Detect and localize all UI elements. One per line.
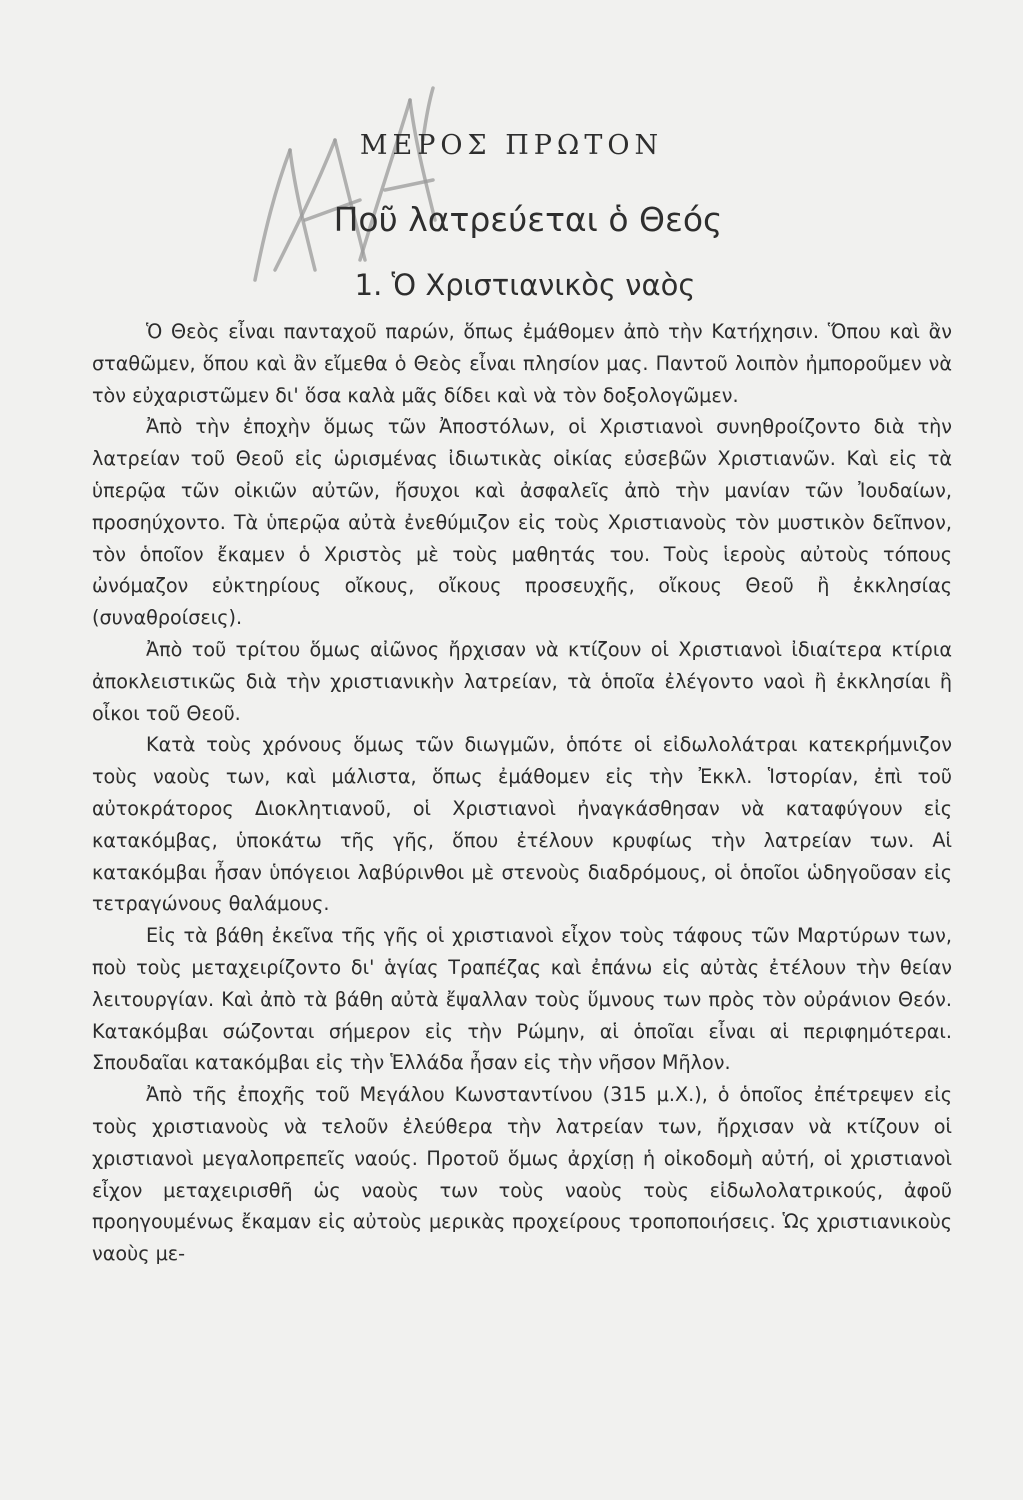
section-title: Ποῦ λατρεύεται ὁ Θεός [333, 200, 723, 239]
paragraph: Ἀπὸ τῆς ἐποχῆς τοῦ Μεγάλου Κωνσταντίνου (315 μ.Χ.), ὁ ὁποῖος ἐπέτρεψεν εἰς τοὺς χριστιανοὺς νὰ τελοῦν ἐλεύθερα τὴν λατρείαν των, ἤρχισαν νὰ κτίζουν οἱ χριστιανοὶ μεγαλοπρεπεῖς ναούς. Προτοῦ ὅμως ἀρχίσῃ ἡ οἰκοδομὴ αὐτή, οἱ χριστιανοὶ εἶχον μεταχειρισθῆ ὡς ναοὺς των τοὺς ναοὺς τοὺς εἰδωλολατρικούς, ἀφοῦ προηγουμένως ἔκαμαν εἰς αὐτοὺς μερικὰς προχείρους τροποποιήσεις. Ὡς χριστιανικοὺς ναοὺς με- [92, 1083, 952, 1266]
paragraph: Ἀπὸ τοῦ τρίτου ὅμως αἰῶνος ἤρχισαν νὰ κτίζουν οἱ Χριστιανοὶ ἰδιαίτερα κτίρια ἀποκλειστικῶς διὰ τὴν χριστιανικὴν λατρείαν, τὰ ὁποῖα ἐλέγοντο ναοὶ ἢ ἐκκλησίαι ἢ οἶκοι τοῦ Θεοῦ. [92, 637, 952, 725]
paragraph: Ἀπὸ τὴν ἐποχὴν ὅμως τῶν Ἀποστόλων, οἱ Χριστιανοὶ συνηθροίζοντο διὰ τὴν λατρείαν τοῦ Θεοῦ εἰς ὡρισμένας ἰδιωτικὰς οἰκίας εὐσεβῶν Χριστιανῶν. Καὶ εἰς τὰ ὑπερῷα τῶν οἰκιῶν αὐτῶν, ἥσυχοι καὶ ἀσφαλεῖς ἀπὸ τὴν μανίαν τῶν Ἰουδαίων, προσηύχοντο. Τὰ ὑπερῷα αὐτὰ ἐνεθύμιζον εἰς τοὺς Χριστιανοὺς τὸν μυστικὸν δεῖπνον, τὸν ὁποῖον ἔκαμεν ὁ Χριστὸς μὲ τοὺς μαθητάς του. Τοὺς ἱεροὺς αὐτοὺς τόπους ὠνόμαζον εὐκτηρίους οἴκους, οἴκους προσευχῆς, οἴκους Θεοῦ ἢ ἐκκλησίας (συναθροίσεις). [92, 415, 952, 630]
chapter-title: 1. Ὁ Χριστιανικὸς ναὸς [354, 268, 696, 302]
paragraph: Εἰς τὰ βάθη ἐκεῖνα τῆς γῆς οἱ χριστιανοὶ εἶχον τοὺς τάφους τῶν Μαρτύρων των, ποὺ τοὺς μεταχειρίζοντο δι' ἁγίας Τραπέζας καὶ ἐπάνω εἰς αὐτὰς ἐτέλουν τὴν θείαν λειτουργίαν. Καὶ ἀπὸ τὰ βάθη αὐτὰ ἔψαλλαν τοὺς ὕμνους των πρὸς τὸν οὐράνιον Θεόν. Κατακόμβαι σώζονται σήμερον εἰς τὴν Ρώμην, αἱ ὁποῖαι εἶναι αἱ περιφημότεραι. Σπουδαῖαι κατακόμβαι εἰς τὴν Ἑλλάδα ἦσαν εἰς τὴν νῆσον Μῆλον. [92, 924, 952, 1075]
body-text [92, 316, 952, 1270]
part-title: ΜΕΡΟΣ ΠΡΩΤΟΝ [359, 130, 664, 161]
handwritten-scribble-mark [235, 80, 475, 300]
paragraph: Κατὰ τοὺς χρόνους ὅμως τῶν διωγμῶν, ὁπότε οἱ εἰδωλολάτραι κατεκρήμνιζον τοὺς ναοὺς των, καὶ μάλιστα, ὅπως ἐμάθομεν εἰς τὴν Ἐκκλ. Ἱστορίαν, ἐπὶ τοῦ αὐτοκράτορος Διοκλητιανοῦ, οἱ Χριστιανοὶ ἠναγκάσθησαν νὰ καταφύγουν εἰς κατακόμβας, ὑποκάτω τῆς γῆς, ὅπου ἐτέλουν κρυφίως τὴν λατρείαν των. Αἱ κατακόμβαι ἦσαν ὑπόγειοι λαβύρινθοι μὲ στενοὺς διαδρόμους, οἱ ὁποῖοι ὡδηγοῦσαν εἰς τετραγώνους θαλάμους. [92, 733, 952, 916]
paragraph: Ὁ Θεὸς εἶναι πανταχοῦ παρών, ὅπως ἐμάθομεν ἀπὸ τὴν Κατήχησιν. Ὅπου καὶ ἂν σταθῶμεν, ὅπου καὶ ἂν εἴμεθα ὁ Θεὸς εἶναι πλησίον μας. Παντοῦ λοιπὸν ἠμποροῦμεν νὰ τὸν εὐχαριστῶμεν δι' ὅσα καλὰ μᾶς δίδει καὶ νὰ τὸν δοξολογῶμεν. [92, 320, 952, 407]
